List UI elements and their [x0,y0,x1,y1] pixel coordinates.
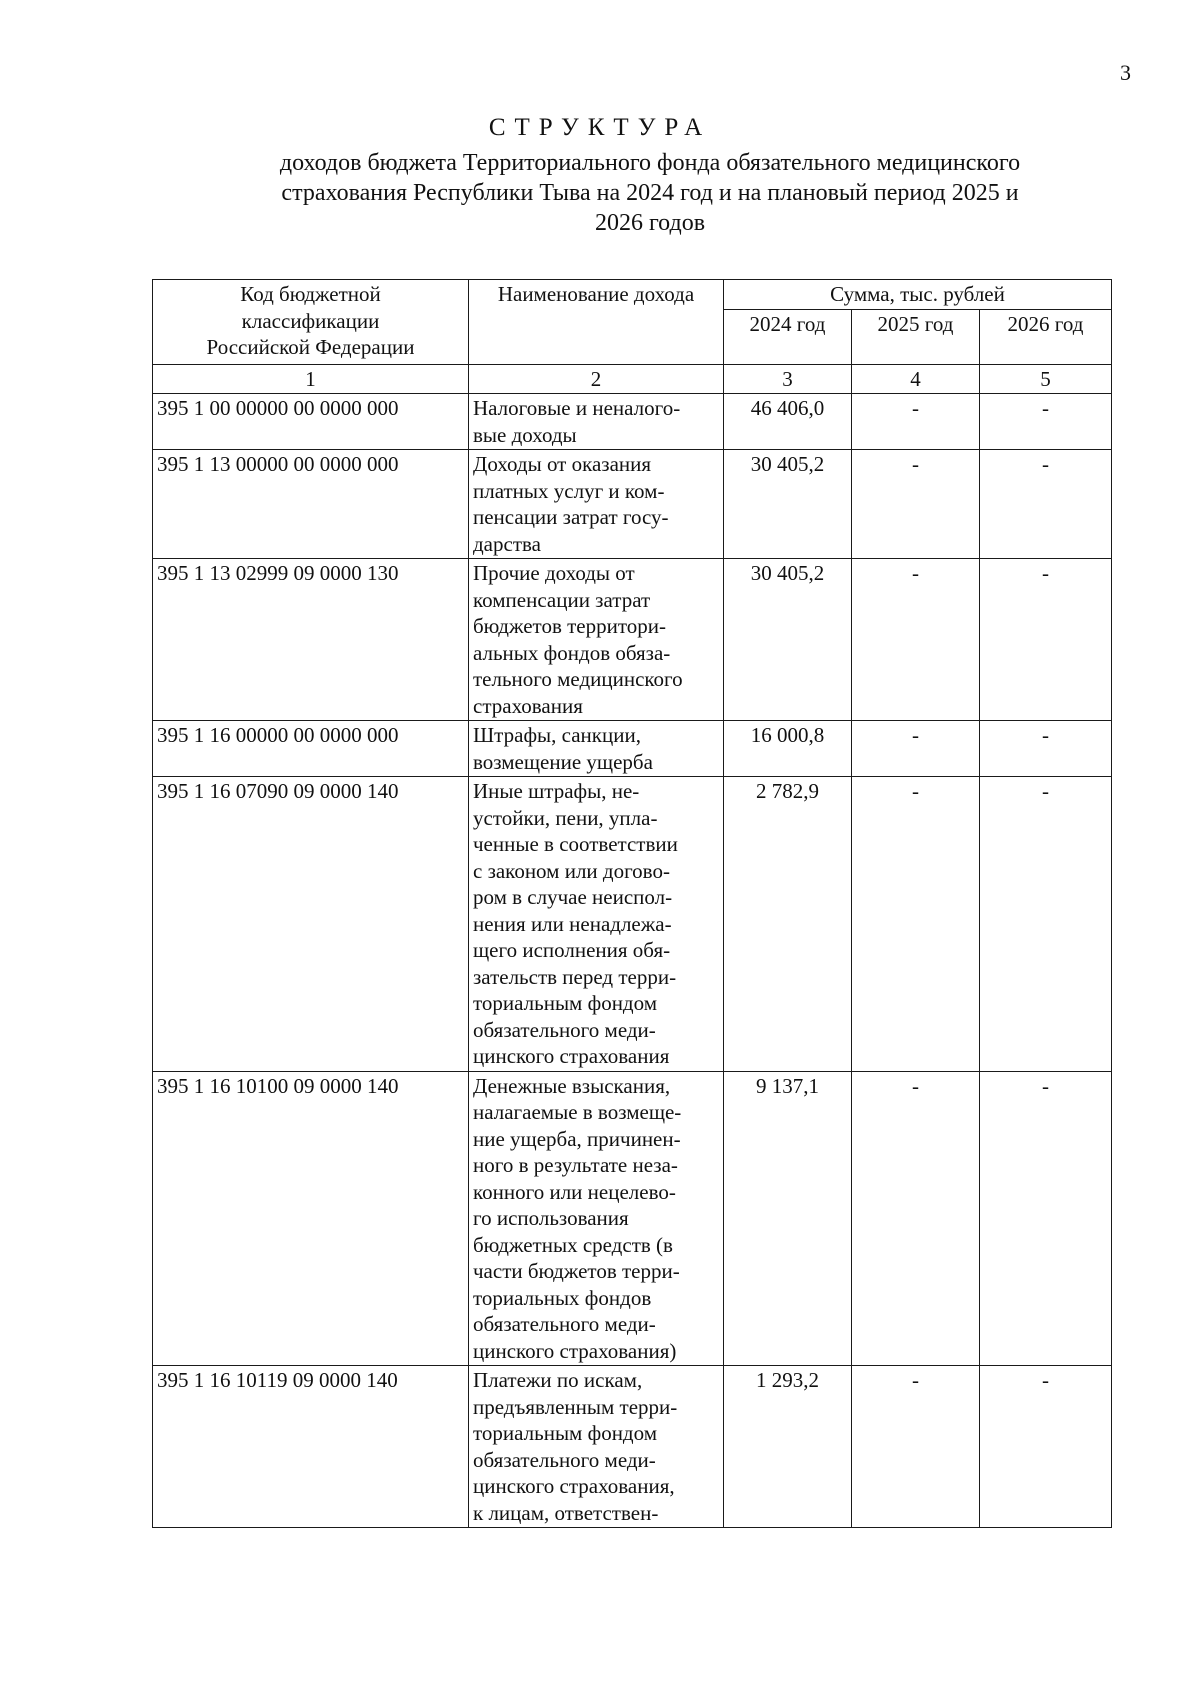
budget-code-cell: 395 1 16 10100 09 0000 140 [153,1071,469,1366]
income-name-line: ного в результате неза- [473,1153,678,1177]
header-year-2026: 2026 год [980,309,1112,364]
income-name-line: тельного медицинского [473,667,683,691]
budget-code-cell: 395 1 13 02999 09 0000 130 [153,559,469,721]
header-row [153,280,1112,310]
amount-2025-cell: - [852,394,980,450]
income-name-line: обязательного меди- [473,1447,656,1472]
budget-code-cell: 395 1 13 00000 00 0000 000 [153,450,469,559]
income-name-line: платных услуг и ком- [473,478,665,503]
header-income-name: Наименование дохода [469,280,724,365]
amount-2025-cell: - [852,1071,980,1366]
income-name-line: Иные штрафы, не- [473,779,640,803]
income-name-line: Налоговые и неналого- [473,396,681,420]
amount-2026-cell: - [980,721,1112,777]
budget-code-cell: 395 1 16 00000 00 0000 000 [153,721,469,777]
amount-2024-cell: 1 293,2 [724,1366,852,1528]
table-row [153,777,1112,1072]
amount-2026-cell: - [980,559,1112,721]
income-name-line: ром в случае неиспол- [473,885,673,909]
income-name-cell [469,394,724,450]
income-name-cell [469,777,724,1072]
income-name-line: части бюджетов терри- [473,1259,680,1283]
income-name-cell [469,721,724,777]
column-number: 2 [469,364,724,394]
income-name-line: Прочие доходы от [473,561,635,585]
income-name-line: возмещение ущерба [473,749,653,774]
income-name-line: ториальным фондом [473,1421,658,1445]
amount-2026-cell: - [980,394,1112,450]
income-name-line: ториальных фондов [473,1285,652,1310]
column-number: 3 [724,364,852,394]
column-numbers-row [153,364,1112,394]
column-number: 1 [153,364,469,394]
income-name-line: цинского страхования [473,1044,670,1068]
income-name-line: компенсации затрат [473,587,651,612]
income-name-line: налагаемые в возмеще- [473,1100,682,1124]
header-code-line: Российской Федерации [206,335,415,359]
document-title: СТРУКТУРА [488,114,712,141]
income-name-line: ние ущерба, причинен- [473,1126,681,1151]
header-code-line: классификации [241,308,380,333]
income-name-line: с законом или догово- [473,858,670,883]
table-row [153,1071,1112,1366]
subtitle-line: 2026 годов [594,210,706,236]
column-number: 5 [980,364,1112,394]
header-year-2025: 2025 год [852,309,980,364]
income-name-line: Денежные взыскания, [473,1073,671,1098]
document-subtitle [205,148,1095,238]
amount-2024-cell: 30 405,2 [724,559,852,721]
amount-2025-cell: - [852,1366,980,1528]
income-name-line: цинского страхования) [473,1338,677,1363]
amount-2025-cell: - [852,777,980,1072]
income-name-cell [469,559,724,721]
column-number: 4 [852,364,980,394]
income-name-cell [469,450,724,559]
amount-2026-cell: - [980,777,1112,1072]
table-row [153,559,1112,721]
amount-2024-cell: 16 000,8 [724,721,852,777]
header-sum: Сумма, тыс. рублей [724,280,1112,310]
amount-2025-cell: - [852,450,980,559]
income-name-line: бюджетов территори- [473,614,666,638]
page-number: 3 [1120,60,1131,85]
amount-2024-cell: 30 405,2 [724,450,852,559]
income-name-line: конного или нецелево- [473,1179,676,1204]
subtitle-line: доходов бюджета Территориального фонда обязательного медицинского [279,150,1021,176]
income-name-cell [469,1366,724,1528]
income-name-line: предъявленным терри- [473,1394,678,1419]
income-name-line: страхования [473,693,583,718]
income-name-cell [469,1071,724,1366]
income-name-line: нения или ненадлежа- [473,911,672,936]
amount-2024-cell: 2 782,9 [724,777,852,1072]
income-name-line: го использования [473,1206,629,1230]
income-name-line: Платежи по искам, [473,1368,643,1392]
header-year-2024: 2024 год [724,309,852,364]
income-name-line: вые доходы [473,422,577,447]
table-row [153,1366,1112,1528]
income-name-line: пенсации затрат госу- [473,505,669,529]
amount-2025-cell: - [852,721,980,777]
table-row [153,394,1112,450]
budget-code-cell: 395 1 16 07090 09 0000 140 [153,777,469,1072]
amount-2026-cell: - [980,1071,1112,1366]
income-name-line: Доходы от оказания [473,452,652,476]
amount-2024-cell: 46 406,0 [724,394,852,450]
income-name-line: устойки, пени, упла- [473,805,658,830]
header-code-line: Код бюджетной [240,282,381,306]
table-row [153,721,1112,777]
header-budget-code [153,280,469,365]
subtitle-line: страхования Республики Тыва на 2024 год и на плановый период 2025 и [281,180,1019,206]
amount-2024-cell: 9 137,1 [724,1071,852,1366]
income-name-line: ториальным фондом [473,991,658,1015]
income-name-line: Штрафы, санкции, [473,723,641,747]
amount-2026-cell: - [980,1366,1112,1528]
amount-2026-cell: - [980,450,1112,559]
income-name-line: обязательного меди- [473,1312,656,1336]
income-name-line: альных фондов обяза- [473,640,671,665]
income-name-line: щего исполнения обя- [473,938,671,962]
income-name-line: дарства [473,531,541,556]
table-row [153,450,1112,559]
income-name-line: зательств перед терри- [473,964,677,989]
income-name-line: цинского страхования, [473,1474,675,1498]
budget-code-cell: 395 1 00 00000 00 0000 000 [153,394,469,450]
income-name-line: бюджетных средств (в [473,1232,673,1257]
income-name-line: к лицам, ответствен- [473,1500,659,1525]
income-name-line: ченные в соответствии [473,832,678,856]
income-name-line: обязательного меди- [473,1017,656,1042]
budget-code-cell: 395 1 16 10119 09 0000 140 [153,1366,469,1528]
table-body [153,394,1112,1528]
amount-2025-cell: - [852,559,980,721]
income-structure-table [152,279,1112,1528]
